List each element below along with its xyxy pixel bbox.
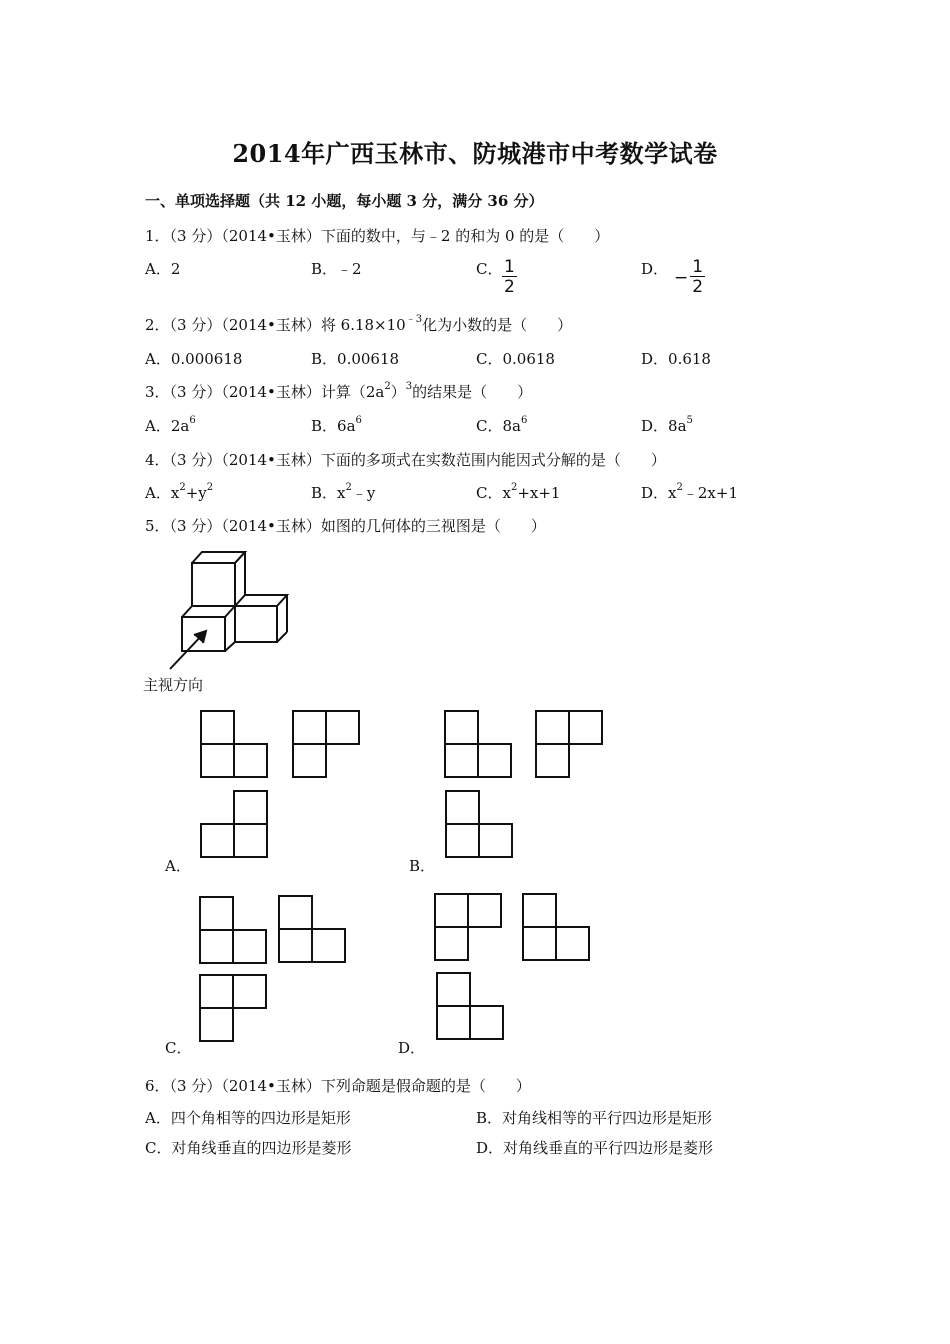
view-square: [201, 744, 234, 777]
exponent: 6: [189, 415, 196, 426]
view-square: [479, 824, 512, 857]
view-square: [556, 927, 589, 960]
exponent: 2: [206, 482, 214, 493]
view-square: [201, 824, 234, 857]
view-square: [523, 894, 556, 927]
page-title: 2014年广西玉林市、防城港市中考数学试卷: [232, 139, 718, 168]
option-text: ﹣y: [351, 484, 376, 502]
option-text: 8a: [502, 417, 521, 435]
question-1-stem: 1．（3 分）（2014•玉林）下面的数中，与﹣2 的和为 0 的是（ ）: [145, 227, 610, 245]
option-label: A．: [145, 260, 171, 278]
exponent: 2: [345, 482, 352, 493]
question-3-stem: [145, 381, 532, 402]
question-6-stem: 6．（3 分）（2014•玉林）下列命题是假命题的是（ ）: [145, 1077, 531, 1095]
option-label: B．: [476, 1109, 503, 1127]
view-square: [279, 929, 312, 962]
q5-option-a-label: A．: [165, 857, 191, 875]
option-label: B．: [311, 350, 338, 368]
exponent: 2: [676, 482, 683, 493]
q1-option-a: [145, 258, 180, 279]
solid-edge: [235, 552, 245, 563]
option-text: 2a: [170, 417, 190, 435]
option-label: D．: [476, 1139, 504, 1157]
view-square: [233, 975, 266, 1008]
geometric-solid-figure: [140, 545, 300, 665]
option-label: A．: [145, 350, 171, 368]
view-square: [233, 930, 266, 963]
option-text: 0.618: [668, 350, 711, 368]
stem-text: 3．（3 分）（2014•玉林）计算（2a: [145, 383, 385, 401]
fraction-numerator: 1: [504, 257, 515, 277]
solid-face: [235, 606, 277, 642]
view-square: [293, 744, 326, 777]
view-square: [536, 744, 569, 777]
question-5-stem: 5．（3 分）（2014•玉林）如图的几何体的三视图是（ ）: [145, 517, 546, 535]
option-text: 对角线垂直的四边形是菱形: [171, 1139, 352, 1157]
option-label: C．: [145, 1139, 172, 1157]
view-square: [200, 897, 233, 930]
q6-option-b: [476, 1107, 712, 1128]
option-text: 对角线相等的平行四边形是矩形: [502, 1109, 713, 1127]
stem-text: ）: [390, 383, 406, 401]
option-label: D．: [641, 417, 669, 435]
option-text: ﹣2x+1: [682, 484, 738, 502]
option-text: x: [170, 484, 180, 502]
view-square: [470, 1006, 503, 1039]
exponent: 6: [355, 415, 362, 426]
stem-text: 化为小数的是（ ）: [422, 316, 573, 334]
view-square: [234, 744, 267, 777]
stem-text: 的结果是（ ）: [412, 383, 533, 401]
q1-option-d-label: D．: [641, 260, 669, 278]
q3-option-d: [641, 415, 693, 436]
option-text: +x+1: [517, 484, 561, 502]
view-square: [234, 791, 267, 824]
option-text: 8a: [668, 417, 687, 435]
question-4-stem: 4．（3 分）（2014•玉林）下面的多项式在实数范围内能因式分解的是（ ）: [145, 451, 666, 469]
view-square: [445, 744, 478, 777]
exponent: 2: [510, 482, 518, 493]
view-square: [200, 975, 233, 1008]
option-label: D．: [641, 484, 669, 502]
option-label: C．: [476, 350, 503, 368]
option-text: x: [502, 484, 511, 502]
q1-option-d-fraction: [674, 258, 705, 297]
view-square: [201, 711, 234, 744]
view-square: [523, 927, 556, 960]
q3-option-b: [311, 415, 362, 436]
option-text: 0.000618: [170, 350, 243, 368]
option-text: 0.0618: [502, 350, 555, 368]
q6-option-a: [145, 1107, 351, 1128]
q2-option-a: [145, 348, 242, 369]
q4-option-c: [476, 482, 560, 503]
option-text: 0.00618: [337, 350, 400, 368]
option-label: B．: [311, 417, 338, 435]
q5-option-a-views: [195, 705, 370, 865]
q5-option-d-views: [430, 888, 600, 1048]
option-text: 对角线垂直的平行四边形是菱形: [503, 1139, 714, 1157]
option-text: +y: [185, 484, 207, 502]
option-label: C．: [476, 417, 503, 435]
option-label: B．: [311, 260, 338, 278]
view-square: [279, 896, 312, 929]
option-text: 6a: [337, 417, 356, 435]
view-square: [293, 711, 326, 744]
solid-edge: [225, 642, 235, 651]
q2-option-c: [476, 348, 555, 369]
option-text: ﹣2: [337, 260, 362, 278]
q5-option-c-label: C．: [165, 1039, 192, 1057]
q3-option-a: [145, 415, 196, 436]
section-heading: 一、单项选择题（共 12 小题，每小题 3 分，满分 36 分）: [145, 192, 544, 210]
solid-edge: [225, 606, 235, 617]
exponent: 2: [384, 381, 391, 392]
option-text: 四个角相等的四边形是矩形: [170, 1109, 351, 1127]
fraction-denominator: 2: [504, 277, 515, 297]
view-square: [312, 929, 345, 962]
view-square: [200, 930, 233, 963]
option-label: A．: [145, 417, 171, 435]
view-square: [446, 824, 479, 857]
stem-text: 2．（3 分）（2014•玉林）将 6.18×10: [145, 316, 406, 334]
solid-edge: [235, 595, 287, 606]
view-square: [536, 711, 569, 744]
view-square: [435, 927, 468, 960]
view-square: [468, 894, 501, 927]
fraction-numerator: 1: [692, 257, 704, 277]
option-label: C．: [476, 484, 503, 502]
option-text: 2: [170, 260, 181, 278]
view-square: [478, 744, 511, 777]
q3-option-c: [476, 415, 527, 436]
view-square: [569, 711, 602, 744]
fraction-denominator: 2: [692, 277, 704, 297]
q1-option-c-fraction: [502, 258, 517, 297]
exponent: ﹣3: [405, 314, 423, 325]
option-label: B．: [311, 484, 338, 502]
q4-option-d: [641, 482, 738, 503]
view-square: [435, 894, 468, 927]
q5-option-c-views: [195, 890, 355, 1050]
solid-face: [192, 563, 235, 606]
option-label: A．: [145, 484, 171, 502]
q1-option-c-label: C．: [476, 260, 503, 278]
view-square: [446, 791, 479, 824]
exponent: 6: [520, 415, 528, 426]
q5-option-b-label: B．: [409, 857, 436, 875]
option-label: D．: [641, 350, 669, 368]
q2-option-b: [311, 348, 399, 369]
option-label: A．: [145, 1109, 171, 1127]
q4-option-a: [145, 482, 213, 503]
view-direction-caption: 主视方向: [143, 676, 204, 694]
option-text: x: [337, 484, 346, 502]
q6-option-c: [145, 1137, 352, 1158]
exponent: 3: [405, 381, 413, 392]
view-square: [437, 1006, 470, 1039]
solid-edge: [182, 606, 192, 617]
q1-option-b: [311, 258, 362, 279]
q5-option-d-label: D．: [398, 1039, 426, 1057]
view-square: [445, 711, 478, 744]
view-square: [200, 1008, 233, 1041]
option-text: x: [668, 484, 677, 502]
solid-edge: [277, 632, 287, 642]
view-square: [234, 824, 267, 857]
q6-option-d: [476, 1137, 713, 1158]
q4-option-b: [311, 482, 375, 503]
view-square: [437, 973, 470, 1006]
question-2-stem: [145, 314, 572, 335]
q2-option-d: [641, 348, 711, 369]
exponent: 5: [686, 415, 693, 426]
exponent: 2: [179, 482, 186, 493]
minus-sign: −: [674, 267, 689, 288]
q5-option-b-views: [440, 705, 615, 865]
view-square: [326, 711, 359, 744]
